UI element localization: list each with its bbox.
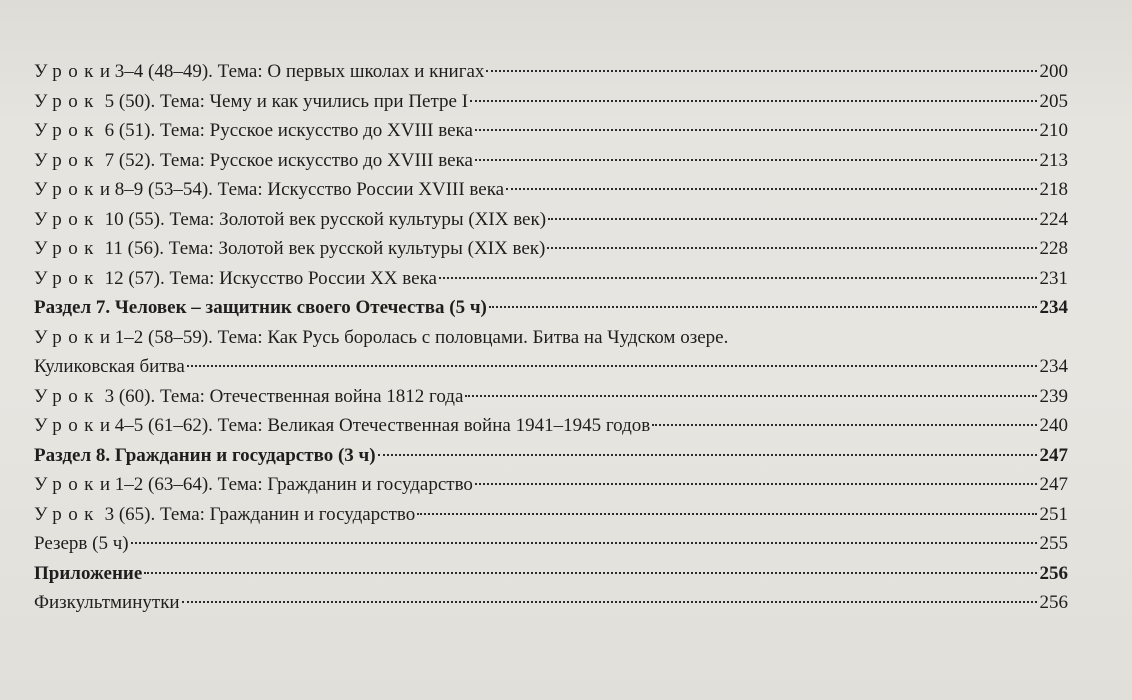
dot-leader xyxy=(652,424,1036,426)
dot-leader xyxy=(182,601,1037,603)
toc-entry-title xyxy=(34,264,437,294)
toc-entry-prefix: Урок xyxy=(34,90,100,112)
toc-section-heading xyxy=(34,559,1068,589)
toc-page-number: 234 xyxy=(1039,356,1068,377)
dot-leader xyxy=(144,572,1036,574)
toc-entry-title xyxy=(34,205,546,235)
toc-page-number: 255 xyxy=(1039,533,1068,554)
dot-leader xyxy=(547,247,1036,249)
toc-entry-prefix: Урок xyxy=(34,208,100,230)
toc-entry-prefix: Урок xyxy=(34,120,100,141)
toc-entry-text: Раздел 8. Гражданин и государство (3 ч) xyxy=(34,444,376,466)
toc-entry xyxy=(34,205,1068,235)
toc-entry-title xyxy=(34,234,545,264)
toc-entry-text: Физкультминутки xyxy=(34,592,180,613)
toc-entry-text: 7 (52). Тема: Русское искусство до XVIII века xyxy=(99,149,473,171)
toc-page-number: 234 xyxy=(1039,297,1068,318)
toc-entry-title xyxy=(34,323,728,353)
toc-page-number: 200 xyxy=(1039,61,1068,82)
toc-entry xyxy=(34,87,1068,117)
dot-leader xyxy=(475,129,1037,131)
toc-entry-prefix: Урок xyxy=(34,326,100,348)
toc-entry xyxy=(34,500,1068,530)
toc-entry-title xyxy=(34,146,473,176)
toc-entry-title xyxy=(34,87,468,117)
toc-entry-text: и 1–2 (63–64). Тема: Гражданин и государство xyxy=(99,474,473,495)
toc-page-number: 240 xyxy=(1039,415,1068,436)
dot-leader xyxy=(489,306,1037,308)
toc-entry-prefix: Урок xyxy=(34,179,100,200)
toc-section-heading xyxy=(34,441,1068,471)
toc-entry-title xyxy=(34,559,142,589)
toc-section-heading xyxy=(34,293,1068,323)
toc-entry-title xyxy=(34,293,487,323)
toc-entry xyxy=(34,146,1068,176)
toc-entry-title xyxy=(34,441,376,471)
toc-page-number: 239 xyxy=(1039,385,1068,407)
toc-entry xyxy=(34,588,1068,618)
toc-entry-text: Приложение xyxy=(34,562,143,584)
toc-entry-text: и 3–4 (48–49). Тема: О первых школах и книгах xyxy=(99,61,485,82)
toc-entry-title xyxy=(34,352,185,382)
toc-entry-text: 3 (65). Тема: Гражданин и государство xyxy=(99,503,416,525)
dot-leader xyxy=(378,454,1037,456)
toc-entry-prefix: Урок xyxy=(34,503,100,525)
dot-leader xyxy=(187,365,1037,367)
toc-entry xyxy=(34,529,1068,559)
toc-entry xyxy=(34,411,1068,441)
dot-leader xyxy=(470,100,1036,102)
toc-entry-title xyxy=(34,529,129,559)
table-of-contents xyxy=(34,57,1068,618)
toc-entry-title xyxy=(34,470,473,500)
toc-entry-prefix: Урок xyxy=(34,267,100,289)
toc-page-number: 256 xyxy=(1039,562,1068,584)
toc-entry-prefix: Урок xyxy=(34,238,100,259)
toc-entry xyxy=(34,57,1068,87)
toc-entry-text: Раздел 7. Человек – защитник своего Отечества (5 ч) xyxy=(34,297,487,318)
dot-leader xyxy=(439,277,1037,279)
toc-entry-title xyxy=(34,588,180,618)
dot-leader xyxy=(475,483,1037,485)
toc-entry xyxy=(34,470,1068,500)
toc-entry-prefix: Урок xyxy=(34,385,100,407)
dot-leader xyxy=(506,188,1036,190)
toc-entry-text: 6 (51). Тема: Русское искусство до XVIII века xyxy=(99,120,473,141)
toc-entry-title xyxy=(34,175,504,205)
toc-entry-title xyxy=(34,116,473,146)
toc-entry-text: 10 (55). Тема: Золотой век русской культуры (XIX век) xyxy=(99,208,547,230)
dot-leader xyxy=(131,542,1037,544)
toc-entry xyxy=(34,382,1068,412)
dot-leader xyxy=(417,513,1036,515)
toc-page-number: 213 xyxy=(1039,149,1068,171)
toc-page-number: 256 xyxy=(1039,592,1068,613)
toc-page-number: 205 xyxy=(1039,90,1068,112)
toc-entry-text: 3 (60). Тема: Отечественная война 1812 года xyxy=(99,385,464,407)
toc-entry-prefix: Урок xyxy=(34,415,100,436)
toc-entry xyxy=(34,264,1068,294)
toc-entry-prefix: Урок xyxy=(34,149,100,171)
toc-entry xyxy=(34,234,1068,264)
dot-leader xyxy=(548,218,1036,220)
toc-entry-text: и 8–9 (53–54). Тема: Искусство России XVIII века xyxy=(99,179,505,200)
toc-entry-text: 11 (56). Тема: Золотой век русской культуры (XIX век) xyxy=(99,238,546,259)
toc-entry-text: 5 (50). Тема: Чему и как учились при Петре I xyxy=(99,90,469,112)
toc-page-number: 218 xyxy=(1039,179,1068,200)
toc-page-number: 231 xyxy=(1039,267,1068,289)
toc-entry-title xyxy=(34,500,415,530)
dot-leader xyxy=(465,395,1036,397)
toc-page-number: 247 xyxy=(1039,444,1068,466)
toc-entry-continuation xyxy=(34,352,1068,382)
toc-page-number: 247 xyxy=(1039,474,1068,495)
dot-leader xyxy=(486,70,1036,72)
toc-entry xyxy=(34,175,1068,205)
toc-entry xyxy=(34,116,1068,146)
toc-entry-title xyxy=(34,411,650,441)
toc-entry-title xyxy=(34,382,463,412)
toc-entry-text: и 4–5 (61–62). Тема: Великая Отечественная война 1941–1945 годов xyxy=(99,415,651,436)
toc-entry-text: и 1–2 (58–59). Тема: Как Русь боролась с половцами. Битва на Чудском озере. xyxy=(99,326,729,348)
toc-entry-text: Резерв (5 ч) xyxy=(34,533,129,554)
toc-entry xyxy=(34,323,1068,353)
toc-page-number: 251 xyxy=(1039,503,1068,525)
toc-page-number: 228 xyxy=(1039,238,1068,259)
toc-entry-title xyxy=(34,57,484,87)
toc-entry-prefix: Урок xyxy=(34,474,100,495)
toc-page-number: 210 xyxy=(1039,120,1068,141)
toc-entry-prefix: Урок xyxy=(34,61,100,82)
toc-page-number: 224 xyxy=(1039,208,1068,230)
toc-entry-text: Куликовская битва xyxy=(34,356,185,377)
toc-entry-text: 12 (57). Тема: Искусство России XX века xyxy=(99,267,437,289)
dot-leader xyxy=(475,159,1037,161)
